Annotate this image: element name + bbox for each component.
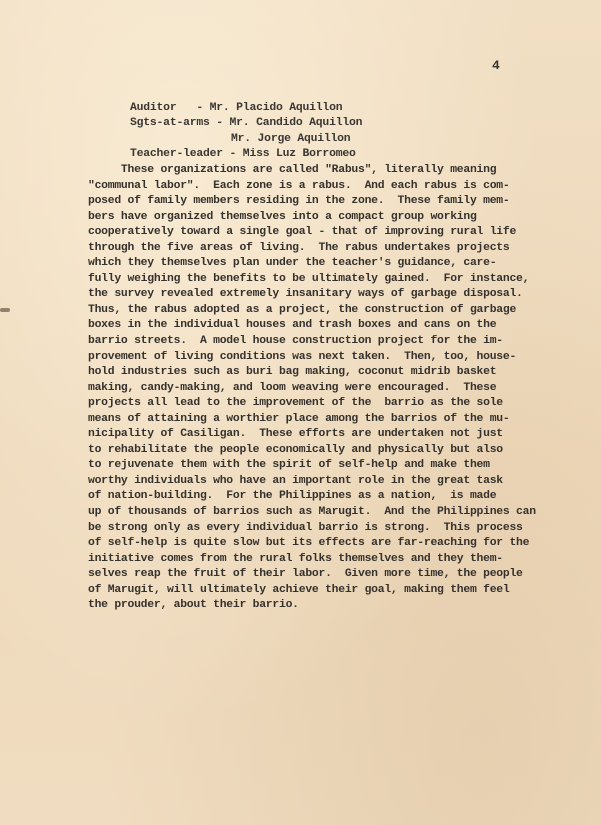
body-paragraph xyxy=(88,163,534,614)
officer-sgts-at-arms: Sgts-at-arms - Mr. Candido Aquillon xyxy=(130,117,363,130)
officer-list xyxy=(130,101,362,163)
paragraph-line: be strong only as every individual barrio is strong. This process xyxy=(88,521,523,534)
paragraph-line: posed of family members residing in the zone. These family mem- xyxy=(88,195,510,208)
paragraph-line: selves reap the fruit of their labor. Given more time, the people xyxy=(88,568,523,581)
paragraph-line: to rejuvenate them with the spirit of self-help and make them xyxy=(88,459,490,472)
paragraph-line: cooperatively toward a single goal - that of improving rural life xyxy=(88,226,517,239)
paragraph-line: of nation-building. For the Philippines as a nation, is made xyxy=(88,490,497,503)
paragraph-line: to rehabilitate the people economically and physically but also xyxy=(88,443,503,456)
paragraph-line: worthy individuals who have an important role in the great task xyxy=(88,474,503,487)
paragraph-line: making, candy-making, and loom weaving were encouraged. These xyxy=(88,381,497,394)
paragraph-line: boxes in the individual houses and trash boxes and cans on the xyxy=(88,319,497,332)
paragraph-line: projects all lead to the improvement of the barrio as the sole xyxy=(88,397,503,410)
paragraph-line: nicipality of Casiligan. These efforts are undertaken not just xyxy=(88,428,503,441)
paragraph-line: which they themselves plan under the teacher's guidance, care- xyxy=(88,257,497,270)
paragraph-line: initiative comes from the rural folks themselves and they them- xyxy=(88,552,503,565)
officer-auditor: Auditor - Mr. Placido Aquillon xyxy=(130,102,343,114)
paragraph-line: provement of living conditions was next taken. Then, too, house- xyxy=(88,350,517,363)
paragraph-line: the survey revealed extremely insanitary ways of garbage disposal. xyxy=(88,288,523,301)
paragraph-line: through the five areas of living. The rabus undertakes projects xyxy=(88,241,510,254)
paragraph-line: of Marugit, will ultimately achieve their goal, making them feel xyxy=(88,583,510,596)
paragraph-line: the prouder, about their barrio. xyxy=(88,599,299,612)
paragraph-line: hold industries such as buri bag making, coconut midrib basket xyxy=(88,366,497,379)
officer-sgts-at-arms-2: Mr. Jorge Aquillon xyxy=(231,132,351,145)
paragraph-line: barrio streets. A model house construction project for the im- xyxy=(88,335,503,348)
paragraph-line: bers have organized themselves into a compact group working xyxy=(88,210,477,223)
binding-hole-mark xyxy=(0,308,10,312)
page-number: 4 xyxy=(492,58,500,73)
paragraph-line: up of thousands of barrios such as Marugit. And the Philippines can xyxy=(88,506,536,519)
paragraph-line: fully weighing the benefits to be ultimately gained. For instance, xyxy=(88,272,530,285)
paragraph-line: means of attaining a worthier place among the barrios of the mu- xyxy=(88,412,510,425)
paragraph-line: Thus, the rabus adopted as a project, the construction of garbage xyxy=(88,303,517,316)
officer-teacher-leader: Teacher-leader - Miss Luz Borromeo xyxy=(130,148,356,161)
paragraph-line: of self-help is quite slow but its effects are far-reaching for the xyxy=(88,537,530,550)
paragraph-line: These organizations are called "Rabus", literally meaning xyxy=(88,164,497,176)
paragraph-line: "communal labor". Each zone is a rabus. And each rabus is com- xyxy=(88,179,510,192)
